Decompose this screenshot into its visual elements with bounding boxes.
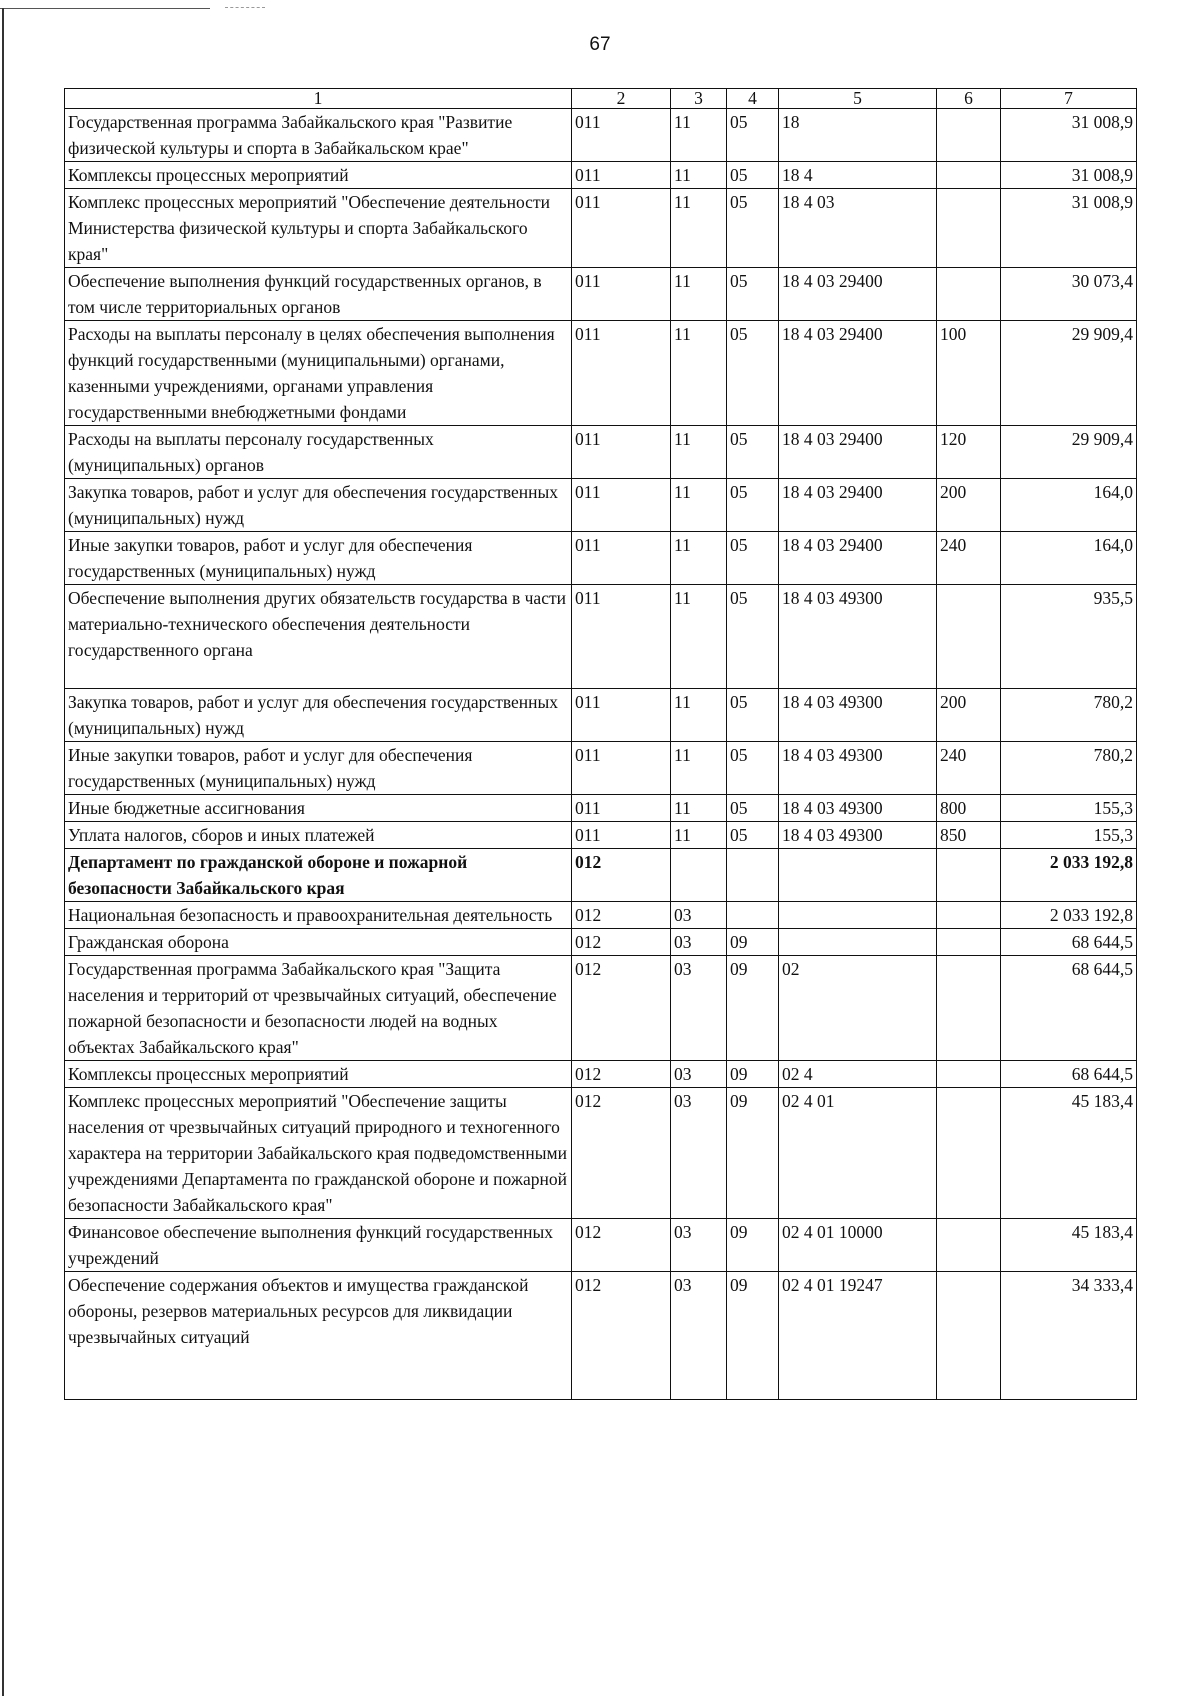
row-name-cell: Комплекс процессных мероприятий "Обеспечение деятельности Министерства физической культуры и спорта Забайкальского края" [65, 189, 572, 268]
row-name-cell: Иные бюджетные ассигнования [65, 795, 572, 822]
row-section-cell: 03 [671, 929, 727, 956]
row-name-cell: Уплата налогов, сборов и иных платежей [65, 822, 572, 849]
row-code-admin-cell: 011 [572, 426, 671, 479]
row-expense-type-cell [937, 1061, 1001, 1088]
budget-table [64, 88, 1137, 1400]
row-code-admin-cell: 011 [572, 109, 671, 162]
row-target-article-cell: 18 4 03 29400 [779, 426, 937, 479]
scan-edge-top-dash [225, 7, 265, 8]
row-expense-type-cell: 200 [937, 479, 1001, 532]
row-section-cell: 03 [671, 1061, 727, 1088]
row-amount-cell: 164,0 [1001, 532, 1137, 585]
row-name-cell: Обеспечение выполнения функций государственных органов, в том числе территориальных органов [65, 268, 572, 321]
row-expense-type-cell [937, 849, 1001, 902]
row-section-cell: 11 [671, 109, 727, 162]
row-target-article-cell: 18 4 03 49300 [779, 822, 937, 849]
row-code-admin-cell: 011 [572, 532, 671, 585]
row-target-article-cell [779, 849, 937, 902]
row-target-article-cell: 18 4 03 49300 [779, 585, 937, 689]
row-expense-type-cell [937, 956, 1001, 1061]
row-subsection-cell: 05 [727, 189, 779, 268]
row-subsection-cell: 09 [727, 1219, 779, 1272]
row-code-admin-cell: 011 [572, 189, 671, 268]
table-row [65, 929, 1137, 956]
row-code-admin-cell: 011 [572, 162, 671, 189]
table-row [65, 321, 1137, 426]
row-section-cell: 03 [671, 1219, 727, 1272]
row-section-cell: 11 [671, 162, 727, 189]
column-header-3: 3 [671, 89, 727, 109]
row-amount-cell: 29 909,4 [1001, 426, 1137, 479]
column-header-4: 4 [727, 89, 779, 109]
row-section-cell: 11 [671, 426, 727, 479]
column-header-5: 5 [779, 89, 937, 109]
row-expense-type-cell: 200 [937, 689, 1001, 742]
table-row [65, 1219, 1137, 1272]
row-subsection-cell [727, 902, 779, 929]
column-header-6: 6 [937, 89, 1001, 109]
row-amount-cell: 68 644,5 [1001, 929, 1137, 956]
table-row [65, 849, 1137, 902]
row-expense-type-cell [937, 189, 1001, 268]
row-amount-cell: 34 333,4 [1001, 1272, 1137, 1400]
row-section-cell: 03 [671, 1272, 727, 1400]
row-target-article-cell: 02 4 01 10000 [779, 1219, 937, 1272]
row-target-article-cell: 18 4 03 49300 [779, 689, 937, 742]
row-subsection-cell: 05 [727, 822, 779, 849]
row-name-cell: Департамент по гражданской обороне и пожарной безопасности Забайкальского края [65, 849, 572, 902]
row-expense-type-cell [937, 162, 1001, 189]
row-target-article-cell: 18 4 03 49300 [779, 742, 937, 795]
row-amount-cell: 155,3 [1001, 795, 1137, 822]
row-section-cell: 03 [671, 956, 727, 1061]
row-section-cell: 11 [671, 532, 727, 585]
row-section-cell: 11 [671, 742, 727, 795]
row-expense-type-cell: 800 [937, 795, 1001, 822]
row-target-article-cell: 18 4 03 49300 [779, 795, 937, 822]
row-section-cell: 03 [671, 902, 727, 929]
row-amount-cell: 2 033 192,8 [1001, 902, 1137, 929]
row-target-article-cell: 18 4 03 29400 [779, 532, 937, 585]
row-section-cell: 11 [671, 189, 727, 268]
row-subsection-cell: 05 [727, 795, 779, 822]
row-expense-type-cell [937, 1272, 1001, 1400]
row-section-cell: 11 [671, 689, 727, 742]
row-name-cell: Обеспечение содержания объектов и имущества гражданской обороны, резервов материальных ресурсов для ликвидации чрезвычайных ситуаций [65, 1272, 572, 1400]
row-subsection-cell: 05 [727, 585, 779, 689]
row-amount-cell: 31 008,9 [1001, 162, 1137, 189]
row-subsection-cell: 09 [727, 929, 779, 956]
row-expense-type-cell [937, 1088, 1001, 1219]
row-name-cell: Государственная программа Забайкальского края "Развитие физической культуры и спорта в Забайкальском крае" [65, 109, 572, 162]
row-name-cell: Финансовое обеспечение выполнения функций государственных учреждений [65, 1219, 572, 1272]
row-subsection-cell: 09 [727, 956, 779, 1061]
row-expense-type-cell [937, 929, 1001, 956]
row-code-admin-cell: 012 [572, 902, 671, 929]
row-code-admin-cell: 011 [572, 822, 671, 849]
row-section-cell [671, 849, 727, 902]
row-section-cell: 11 [671, 479, 727, 532]
table-row [65, 109, 1137, 162]
row-section-cell: 11 [671, 321, 727, 426]
table-row [65, 742, 1137, 795]
row-code-admin-cell: 012 [572, 1088, 671, 1219]
column-header-2: 2 [572, 89, 671, 109]
row-amount-cell: 45 183,4 [1001, 1219, 1137, 1272]
table-row [65, 189, 1137, 268]
table-row [65, 162, 1137, 189]
row-subsection-cell: 05 [727, 426, 779, 479]
row-target-article-cell: 18 4 03 29400 [779, 479, 937, 532]
row-code-admin-cell: 012 [572, 929, 671, 956]
row-section-cell: 11 [671, 268, 727, 321]
row-name-cell: Национальная безопасность и правоохранительная деятельность [65, 902, 572, 929]
table-row [65, 902, 1137, 929]
row-target-article-cell: 02 [779, 956, 937, 1061]
table-body [65, 109, 1137, 1400]
row-subsection-cell: 09 [727, 1088, 779, 1219]
row-subsection-cell: 05 [727, 268, 779, 321]
row-amount-cell: 29 909,4 [1001, 321, 1137, 426]
row-code-admin-cell: 012 [572, 1219, 671, 1272]
row-subsection-cell: 05 [727, 162, 779, 189]
table-row [65, 822, 1137, 849]
row-code-admin-cell: 011 [572, 795, 671, 822]
row-code-admin-cell: 012 [572, 1272, 671, 1400]
row-subsection-cell: 09 [727, 1061, 779, 1088]
row-expense-type-cell: 100 [937, 321, 1001, 426]
table-row [65, 689, 1137, 742]
row-subsection-cell: 05 [727, 109, 779, 162]
row-amount-cell: 935,5 [1001, 585, 1137, 689]
row-amount-cell: 2 033 192,8 [1001, 849, 1137, 902]
row-subsection-cell: 05 [727, 479, 779, 532]
table-row [65, 956, 1137, 1061]
row-section-cell: 03 [671, 1088, 727, 1219]
row-code-admin-cell: 012 [572, 956, 671, 1061]
row-target-article-cell [779, 902, 937, 929]
row-target-article-cell: 18 4 03 [779, 189, 937, 268]
row-expense-type-cell [937, 109, 1001, 162]
row-name-cell: Закупка товаров, работ и услуг для обеспечения государственных (муниципальных) нужд [65, 689, 572, 742]
row-section-cell: 11 [671, 795, 727, 822]
row-code-admin-cell: 011 [572, 742, 671, 795]
row-name-cell: Государственная программа Забайкальского края "Защита населения и территорий от чрезвычайных ситуаций, обеспечение пожарной безопасности и безопасности людей на водных объектах Забайкальского края" [65, 956, 572, 1061]
table-row [65, 585, 1137, 689]
row-amount-cell: 780,2 [1001, 742, 1137, 795]
table-row [65, 479, 1137, 532]
row-section-cell: 11 [671, 585, 727, 689]
row-section-cell: 11 [671, 822, 727, 849]
row-target-article-cell: 18 4 [779, 162, 937, 189]
row-target-article-cell: 02 4 [779, 1061, 937, 1088]
row-expense-type-cell: 240 [937, 532, 1001, 585]
row-target-article-cell: 18 4 03 29400 [779, 268, 937, 321]
row-code-admin-cell: 011 [572, 585, 671, 689]
row-expense-type-cell [937, 585, 1001, 689]
row-amount-cell: 164,0 [1001, 479, 1137, 532]
row-expense-type-cell: 120 [937, 426, 1001, 479]
row-amount-cell: 780,2 [1001, 689, 1137, 742]
row-subsection-cell: 05 [727, 742, 779, 795]
row-name-cell: Комплексы процессных мероприятий [65, 162, 572, 189]
row-name-cell: Иные закупки товаров, работ и услуг для обеспечения государственных (муниципальных) нужд [65, 532, 572, 585]
row-subsection-cell [727, 849, 779, 902]
row-name-cell: Расходы на выплаты персоналу в целях обеспечения выполнения функций государственными (муниципальными) органами, казенными учреждениями, органами управления государственными внебюджетными фондами [65, 321, 572, 426]
row-amount-cell: 68 644,5 [1001, 956, 1137, 1061]
row-subsection-cell: 05 [727, 532, 779, 585]
row-name-cell: Комплекс процессных мероприятий "Обеспечение защиты населения от чрезвычайных ситуаций природного и техногенного характера на территории Забайкальского края подведомственными учреждениями Департамента по гражданской обороне и пожарной безопасности Забайкальского края" [65, 1088, 572, 1219]
row-code-admin-cell: 011 [572, 479, 671, 532]
row-target-article-cell: 02 4 01 [779, 1088, 937, 1219]
row-expense-type-cell [937, 1219, 1001, 1272]
row-target-article-cell: 18 4 03 29400 [779, 321, 937, 426]
table-row [65, 426, 1137, 479]
page-number: 67 [589, 34, 611, 55]
row-code-admin-cell: 011 [572, 268, 671, 321]
row-name-cell: Гражданская оборона [65, 929, 572, 956]
row-target-article-cell: 02 4 01 19247 [779, 1272, 937, 1400]
row-expense-type-cell [937, 902, 1001, 929]
row-expense-type-cell: 850 [937, 822, 1001, 849]
row-amount-cell: 45 183,4 [1001, 1088, 1137, 1219]
row-subsection-cell: 05 [727, 321, 779, 426]
row-code-admin-cell: 012 [572, 1061, 671, 1088]
scan-edge-top [0, 8, 210, 9]
row-amount-cell: 31 008,9 [1001, 109, 1137, 162]
table-row [65, 1272, 1137, 1400]
row-amount-cell: 30 073,4 [1001, 268, 1137, 321]
row-name-cell: Комплексы процессных мероприятий [65, 1061, 572, 1088]
row-code-admin-cell: 011 [572, 321, 671, 426]
row-target-article-cell [779, 929, 937, 956]
row-name-cell: Расходы на выплаты персоналу государственных (муниципальных) органов [65, 426, 572, 479]
scan-edge-left [2, 8, 4, 1696]
table-row [65, 1061, 1137, 1088]
row-subsection-cell: 05 [727, 689, 779, 742]
row-name-cell: Обеспечение выполнения других обязательств государства в части материально-технического обеспечения деятельности государственного органа [65, 585, 572, 689]
table-row [65, 795, 1137, 822]
row-target-article-cell: 18 [779, 109, 937, 162]
row-amount-cell: 155,3 [1001, 822, 1137, 849]
row-amount-cell: 31 008,9 [1001, 189, 1137, 268]
row-expense-type-cell: 240 [937, 742, 1001, 795]
table-row [65, 268, 1137, 321]
row-subsection-cell: 09 [727, 1272, 779, 1400]
table-header-row [65, 89, 1137, 109]
row-name-cell: Закупка товаров, работ и услуг для обеспечения государственных (муниципальных) нужд [65, 479, 572, 532]
row-expense-type-cell [937, 268, 1001, 321]
column-header-7: 7 [1001, 89, 1137, 109]
column-header-1: 1 [65, 89, 572, 109]
row-amount-cell: 68 644,5 [1001, 1061, 1137, 1088]
row-code-admin-cell: 012 [572, 849, 671, 902]
row-code-admin-cell: 011 [572, 689, 671, 742]
table-row [65, 532, 1137, 585]
table-row [65, 1088, 1137, 1219]
row-name-cell: Иные закупки товаров, работ и услуг для обеспечения государственных (муниципальных) нужд [65, 742, 572, 795]
